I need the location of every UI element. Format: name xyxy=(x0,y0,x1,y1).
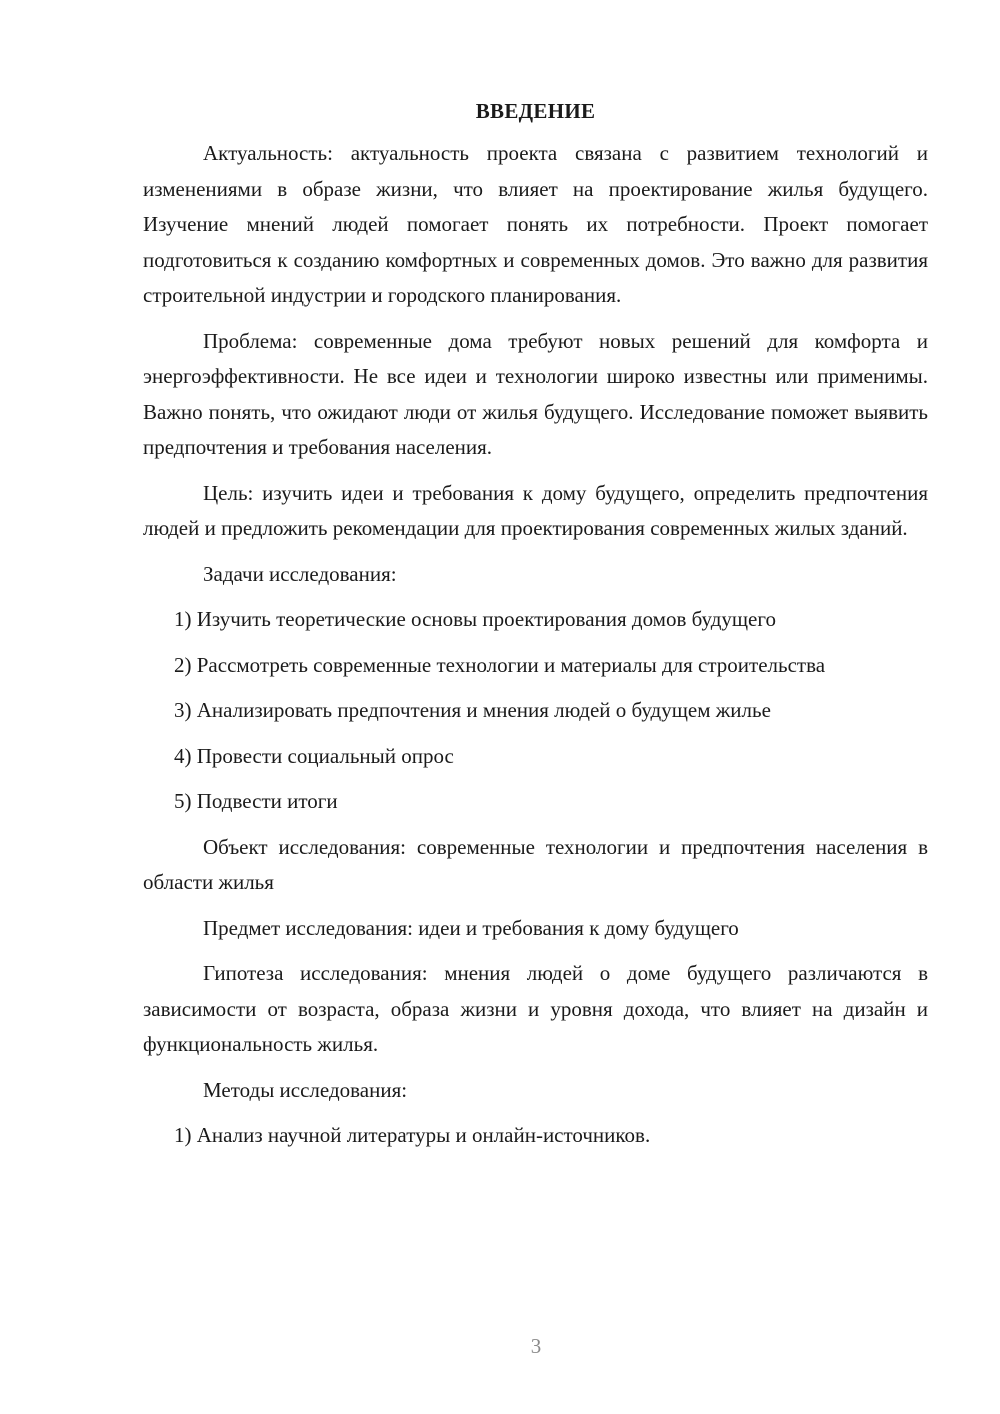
task-item: 2) Рассмотреть современные технологии и материалы для строительства xyxy=(174,652,826,677)
document-page xyxy=(143,96,928,1164)
task-item: 4) Провести социальный опрос xyxy=(174,743,454,768)
relevance-paragraph: Актуальность: актуальность проекта связана с развитием технологий и изменениями в образе жизни, что влияет на проектирование жилья будущего. Изучение мнений людей помогает понять их потребности. Проект помогает подготовиться к созданию комфортных и современных домов. Это важно для развития строительной индустрии и городского планирования. xyxy=(143,141,928,307)
hypothesis-paragraph: Гипотеза исследования: мнения людей о доме будущего различаются в зависимости от возраста, образа жизни и уровня дохода, что влияет на дизайн и функциональность жилья. xyxy=(143,961,928,1056)
methods-title: Методы исследования: xyxy=(203,1077,408,1102)
goal-paragraph: Цель: изучить идеи и требования к дому будущего, определить предпочтения людей и предложить рекомендации для проектирования современных жилых зданий. xyxy=(143,480,928,540)
object-paragraph: Объект исследования: современные технологии и предпочтения населения в области жилья xyxy=(143,834,928,894)
task-item: 5) Подвести итоги xyxy=(174,789,338,813)
page-title: ВВЕДЕНИЕ xyxy=(475,99,596,123)
subject-paragraph: Предмет исследования: идеи и требования к дому будущего xyxy=(203,915,739,940)
method-item: 1) Анализ научной литературы и онлайн-источников. xyxy=(174,1123,651,1147)
page-number: 3 xyxy=(530,1334,542,1358)
task-item: 1) Изучить теоретические основы проектирования домов будущего xyxy=(174,607,776,631)
task-item: 3) Анализировать предпочтения и мнения людей о будущем жилье xyxy=(174,698,771,722)
problem-paragraph: Проблема: современные дома требуют новых решений для комфорта и энергоэффективности. Не все идеи и технологии широко известны или применимы. Важно понять, что ожидают люди от жилья будущего. Исследование поможет выявить предпочтения и требования населения. xyxy=(143,328,928,459)
tasks-title: Задачи исследования: xyxy=(203,561,397,586)
